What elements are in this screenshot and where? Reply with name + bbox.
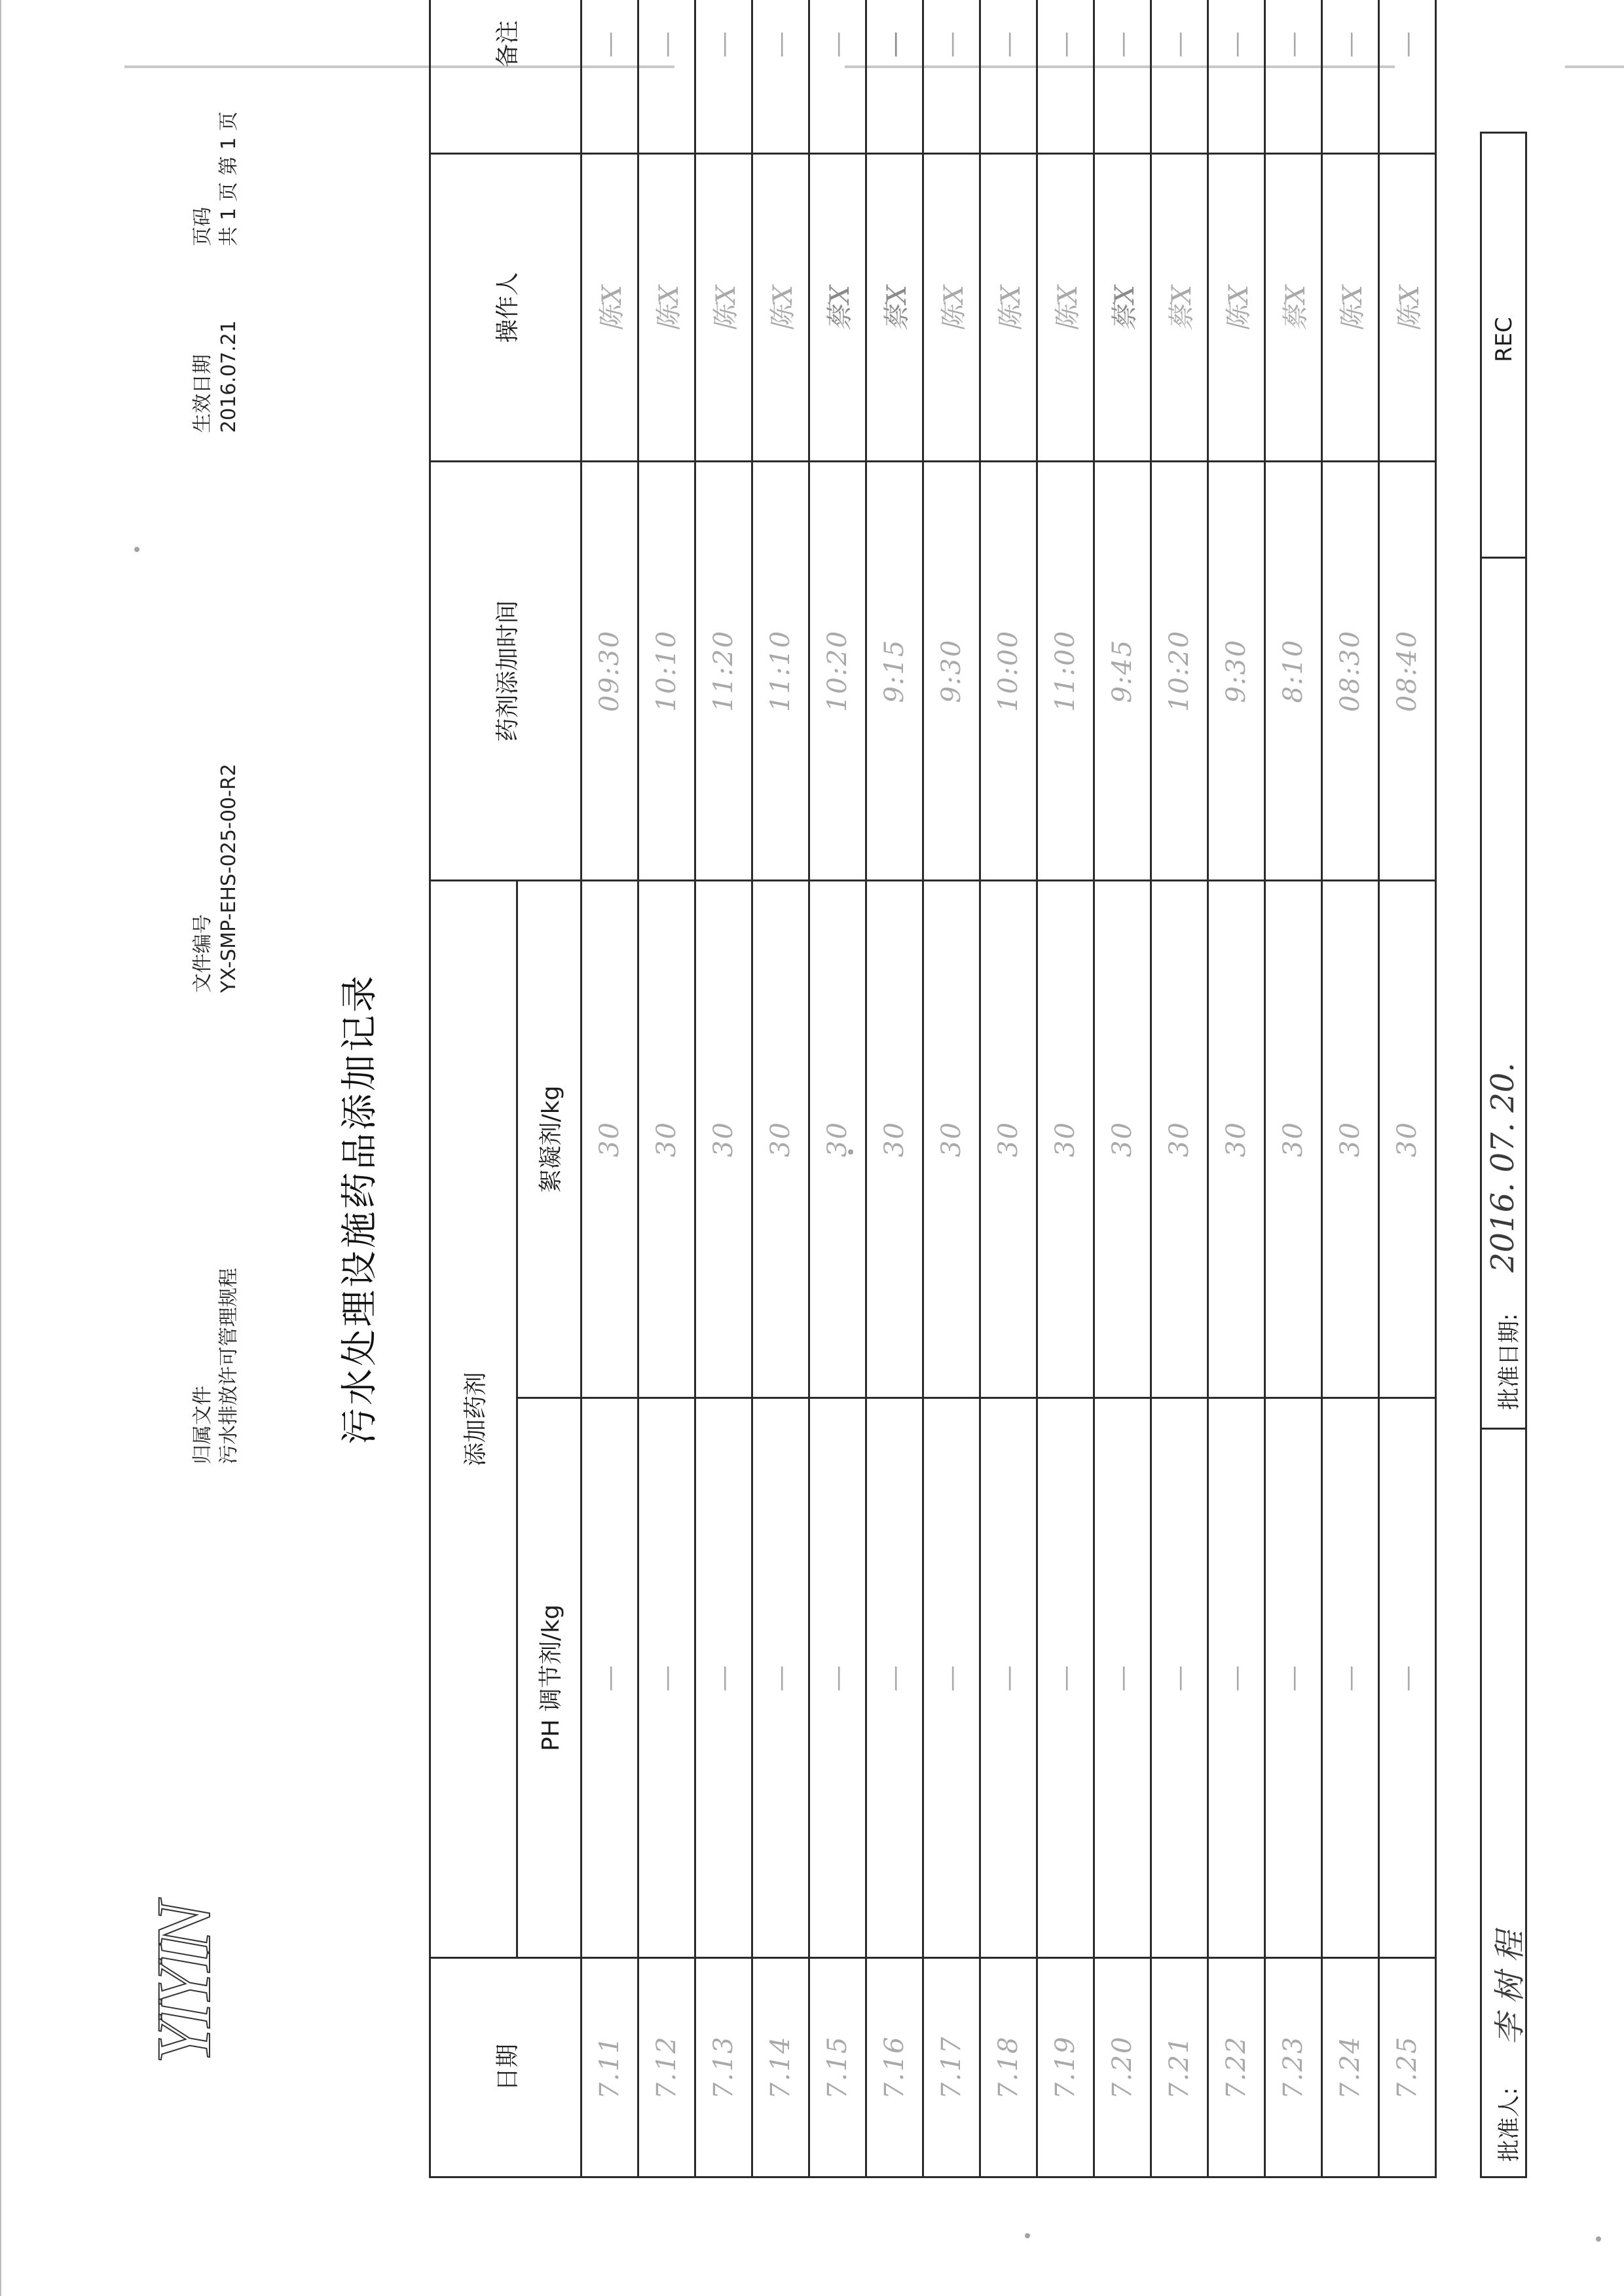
cell-ph: — (1151, 1398, 1208, 1958)
cell-date: 7.11 (581, 1958, 638, 2177)
cell-flocculant: 30 (866, 880, 923, 1398)
cell-flocculant: 30 (1208, 880, 1265, 1398)
cell-time: 11:20 (695, 461, 752, 880)
cell-ph: — (923, 1398, 980, 1958)
cell-ph: — (1208, 1398, 1265, 1958)
cell-operator: 陈X (752, 153, 809, 461)
cell-operator: 陈X (581, 153, 638, 461)
cell-remarks: — (980, 0, 1037, 153)
meta-effective-value: 2016.07.21 (217, 320, 240, 433)
meta-belongs-document (190, 1268, 242, 1464)
meta-docno-value: YX-SMP-EHS-025-00-R2 (217, 764, 240, 993)
table-row (1322, 0, 1379, 2177)
cell-remarks: — (1151, 0, 1208, 153)
cell-date: 7.20 (1094, 1958, 1151, 2177)
table-row (980, 0, 1037, 2177)
cell-flocculant: 30 (1151, 880, 1208, 1398)
cell-ph: — (638, 1398, 695, 1958)
cell-remarks: — (638, 0, 695, 153)
approval-date-label: 批准日期: (1496, 1313, 1522, 1410)
record-table (429, 0, 1437, 2178)
approval-date-value: 2016. 07. 20. (1485, 1062, 1521, 1272)
cell-time: 9:45 (1094, 461, 1151, 880)
cell-time: 10:00 (980, 461, 1037, 880)
table-row (638, 0, 695, 2177)
header-time: 药剂添加时间 (430, 461, 581, 880)
cell-ph: — (809, 1398, 866, 1958)
cell-date: 7.25 (1379, 1958, 1436, 2177)
meta-effective-date (190, 320, 242, 433)
cell-ph: — (752, 1398, 809, 1958)
cell-flocculant: 30 (1265, 880, 1322, 1398)
footer-divider (1482, 557, 1525, 559)
cell-date: 7.12 (638, 1958, 695, 2177)
meta-page-label: 页码 (191, 207, 214, 246)
table-row (695, 0, 752, 2177)
cell-ph: — (1094, 1398, 1151, 1958)
meta-belongs-label: 归属文件 (191, 1386, 214, 1464)
table-row (1037, 0, 1094, 2177)
page-title: 污水处理设施药品添加记录 (339, 973, 381, 1445)
cell-remarks: — (752, 0, 809, 153)
cell-date: 7.18 (980, 1958, 1037, 2177)
approval-footer (1480, 132, 1527, 2178)
cell-flocculant: 30 (695, 880, 752, 1398)
meta-document-number (190, 764, 242, 993)
cell-remarks: — (923, 0, 980, 153)
cell-flocculant: 30 (1037, 880, 1094, 1398)
cell-date: 7.15 (809, 1958, 866, 2177)
cell-operator: 陈X (923, 153, 980, 461)
cell-date: 7.13 (695, 1958, 752, 2177)
cell-date: 7.21 (1151, 1958, 1208, 2177)
cell-operator: 陈X (1379, 153, 1436, 461)
cell-ph: — (695, 1398, 752, 1958)
table-row (923, 0, 980, 2177)
cell-time: 09:30 (581, 461, 638, 880)
cell-time: 08:30 (1322, 461, 1379, 880)
cell-operator: 陈X (1322, 153, 1379, 461)
approver-signature: 李 树 程 (1492, 1931, 1528, 2045)
cell-date: 7.19 (1037, 1958, 1094, 2177)
header-date: 日期 (430, 1958, 581, 2177)
cell-time: 9:30 (1208, 461, 1265, 880)
cell-remarks: — (1265, 0, 1322, 153)
table-row (1379, 0, 1436, 2177)
cell-time: 11:10 (752, 461, 809, 880)
cell-flocculant: 30 (1322, 880, 1379, 1398)
cell-operator: 陈X (1037, 153, 1094, 461)
cell-operator: 蔡X (1151, 153, 1208, 461)
cell-date: 7.16 (866, 1958, 923, 2177)
header-remarks: 备注 (430, 0, 581, 153)
rec-label: REC (1491, 317, 1517, 362)
header-operator: 操作人 (430, 153, 581, 461)
cell-operator: 蔡X (1265, 153, 1322, 461)
cell-time: 11:00 (1037, 461, 1094, 880)
table-row (1208, 0, 1265, 2177)
company-logo (138, 1857, 223, 2067)
cell-time: 10:20 (1151, 461, 1208, 880)
cell-remarks: — (695, 0, 752, 153)
cell-ph: — (1265, 1398, 1322, 1958)
meta-docno-label: 文件编号 (191, 914, 214, 993)
cell-ph: — (866, 1398, 923, 1958)
cell-date: 7.14 (752, 1958, 809, 2177)
cell-ph: — (1379, 1398, 1436, 1958)
cell-operator: 蔡X (809, 153, 866, 461)
cell-flocculant: 30 (1379, 880, 1436, 1398)
logo-text: YIYIN (141, 1908, 223, 2064)
cell-time: 10:20 (809, 461, 866, 880)
cell-flocculant: 30 (923, 880, 980, 1398)
cell-ph: — (1322, 1398, 1379, 1958)
cell-remarks: — (809, 0, 866, 153)
footer-divider (1482, 1428, 1525, 1430)
cell-time: 08:40 (1379, 461, 1436, 880)
cell-flocculant: 30 (980, 880, 1037, 1398)
cell-operator: 陈X (1208, 153, 1265, 461)
cell-flocculant: 30 (638, 880, 695, 1398)
table-row (1265, 0, 1322, 2177)
cell-remarks: — (1208, 0, 1265, 153)
cell-ph: — (1037, 1398, 1094, 1958)
cell-date: 7.17 (923, 1958, 980, 2177)
table-row (1151, 0, 1208, 2177)
meta-page-number (190, 111, 242, 246)
table-row (581, 0, 638, 2177)
header-ph-regulator: PH 调节剂/kg (517, 1398, 581, 1958)
cell-ph: — (980, 1398, 1037, 1958)
meta-page-value: 共 1 页 第 1 页 (217, 111, 240, 246)
cell-ph: — (581, 1398, 638, 1958)
cell-date: 7.24 (1322, 1958, 1379, 2177)
cell-remarks: — (1322, 0, 1379, 153)
cell-operator: 陈X (980, 153, 1037, 461)
table-row (1094, 0, 1151, 2177)
meta-belongs-value: 污水排放许可管理规程 (217, 1268, 240, 1464)
cell-operator: 蔡X (866, 153, 923, 461)
cell-operator: 陈X (638, 153, 695, 461)
cell-time: 9:30 (923, 461, 980, 880)
cell-flocculant: 30 (1094, 880, 1151, 1398)
table-row (809, 0, 866, 2177)
meta-effective-label: 生效日期 (191, 354, 214, 433)
cell-remarks: — (581, 0, 638, 153)
cell-flocculant: 30 (581, 880, 638, 1398)
cell-time: 10:10 (638, 461, 695, 880)
table-row (866, 0, 923, 2177)
cell-operator: 蔡X (1094, 153, 1151, 461)
cell-time: 8:10 (1265, 461, 1322, 880)
cell-date: 7.22 (1208, 1958, 1265, 2177)
table-row (752, 0, 809, 2177)
cell-operator: 陈X (695, 153, 752, 461)
cell-flocculant: 30 (809, 880, 866, 1398)
cell-remarks: — (1379, 0, 1436, 153)
cell-flocculant: 30 (752, 880, 809, 1398)
cell-remarks: — (1094, 0, 1151, 153)
header-flocculant: 絮凝剂/kg (517, 880, 581, 1398)
header-additives-group: 添加药剂 (430, 880, 517, 1957)
approver-label: 批准人: (1496, 2087, 1522, 2162)
cell-remarks: — (1037, 0, 1094, 153)
cell-date: 7.23 (1265, 1958, 1322, 2177)
cell-time: 9:15 (866, 461, 923, 880)
cell-remarks: — (866, 0, 923, 153)
